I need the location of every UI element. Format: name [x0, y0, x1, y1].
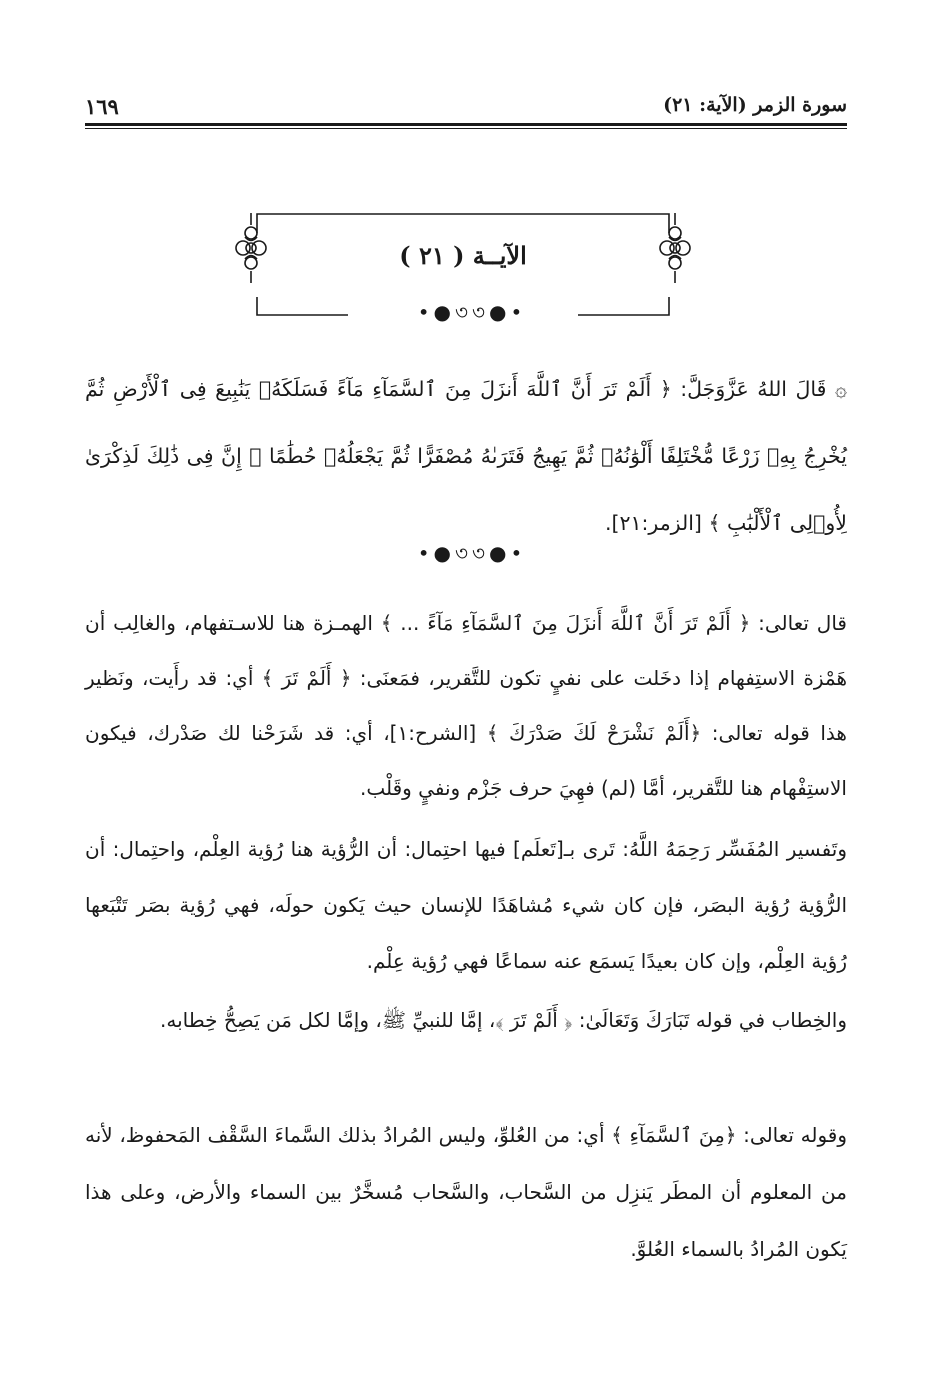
commentary-paragraph: [85, 596, 847, 816]
paragraph-text: والخِطاب في قوله تَبَارَكَ وَتَعَالَىٰ: ﴿ أَلَمْ تَرَ ﴾، إمَّا للنبيِّ ﷺ، وإمَّا لكل مَن يَصِحُّ خِطابه.: [160, 1008, 847, 1032]
quran-verse-block: [85, 356, 847, 557]
commentary-paragraph: [85, 991, 847, 1049]
surah-ayah-label: سورة الزمر (الآية: ٢١): [663, 94, 847, 116]
paragraph-text: قال تعالى: ﴿ أَلَمْ تَرَ أَنَّ ٱللَّهَ أَنزَلَ مِنَ ٱلسَّمَآءِ مَآءً ... ﴾ الهمـزة هنا للاسـتفهام، والغالِب أن هَمْزة الاستِفهام إذا دخَلت على نفيٍ تكون للتَّقرير، فمَعنَى: ﴿ أَلَمْ تَرَ ﴾ أي: قد رأَيت، ونَظير هذا قوله تعالى: ﴿أَلَمْ نَشْرَحْ لَكَ صَدْرَكَ ﴾ [الشرح:١]، أي: قد شَرَحْنا لك صَدْرك، فيكون الاستِفْهام هنا للتَّقرير، أمَّا (لم) فهِيَ حرف جَزْم ونفيٍ وقَلْب.: [85, 611, 847, 800]
knot-ornament-icon: [234, 213, 268, 283]
paragraph-text: وتَفسير المُفَسِّر رَحِمَهُ اللَّهُ: تَرى بـ[تَعلَم] فيها احتِمال: أن الرُّؤية هنا رُؤية العِلْم، واحتِمال: أن الرُّؤية رُؤية البصَر، فإن كان شيء مُشاهَدًا للإنسان حيث يَكون حولَه، فهي رُؤية بصَر تَتْبَعها رُؤية العِلْم، وإن كان بعيدًا يَسمَع عنه سماعًا فهي رُؤية عِلْم.: [85, 837, 847, 973]
commentary-paragraph: [85, 1107, 847, 1278]
commentary-paragraph: [85, 821, 847, 989]
knot-ornament-icon: [658, 213, 692, 283]
paragraph-text: وقوله تعالى: ﴿مِنَ ٱلسَّمَآءِ ﴾ أي: من العُلوِّ، وليس المُرادُ بذلك السَّماءَ السَّقْف المَحفوظ، لأنه من المعلوم أن المطَر يَنزِل من السَّحاب، والسَّحاب مُسخَّرٌ بين السماء والأرض، وعلى هذا يَكون المُرادُ بالسماء العُلوَّ.: [85, 1123, 847, 1261]
ornamental-separator: •●৩৩●•: [417, 541, 527, 565]
ornamental-separator: •●৩৩●•: [417, 300, 527, 324]
quran-verse-text: ۞ قَالَ اللهُ عَزَّوَجَلَّ: ﴿ أَلَمْ تَرَ أَنَّ ٱللَّهَ أَنزَلَ مِنَ ٱلسَّمَآءِ مَآءً فَسَلَكَهُۥ يَنَٰبِيعَ فِى ٱلْأَرْضِ ثُمَّ يُخْرِجُ بِهِۦ زَرْعًا مُّخْتَلِفًا أَلْوَٰنُهُۥ ثُمَّ يَهِيجُ فَتَرَىٰهُ مُصْفَرًّا ثُمَّ يَجْعَلُهُۥ حُطَٰمًا ۚ إِنَّ فِى ذَٰلِكَ لَذِكْرَىٰ لِأُو۟لِى ٱلْأَلْبَٰبِ ﴾ [الزمر:٢١].: [85, 377, 847, 535]
ayah-title: الآيــة ( ٢١ ): [399, 241, 527, 270]
header-rule-thin: [85, 128, 847, 129]
header-rule-thick: [85, 123, 847, 126]
page-number: ١٦٩: [85, 94, 119, 119]
running-head: [85, 92, 847, 126]
